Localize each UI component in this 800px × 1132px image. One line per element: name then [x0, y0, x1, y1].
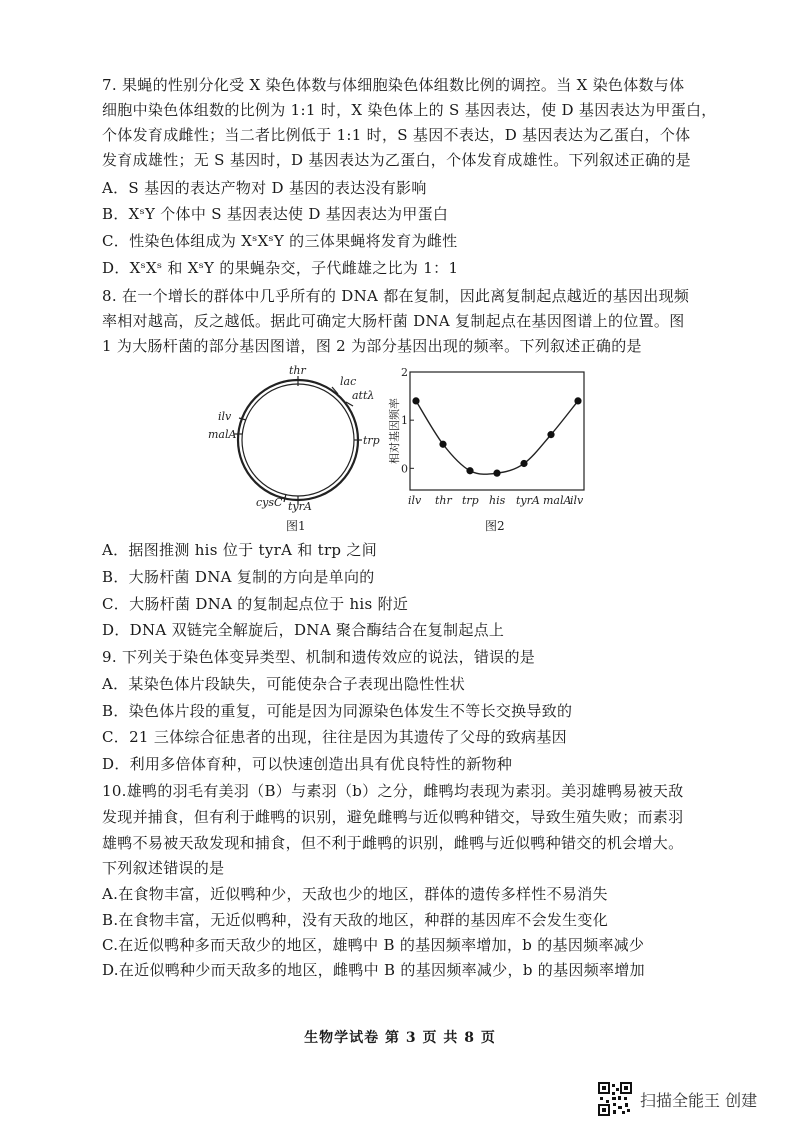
q10-stem-line-4: 下列叙述错误的是 — [102, 859, 225, 877]
gene-label-ilv: ilv — [218, 410, 232, 423]
qr-code-icon — [598, 1082, 632, 1116]
x-tick-label-3: his — [489, 494, 506, 507]
data-point-trp-2 — [466, 467, 473, 474]
q10-option-c: C.在近似鸭种多而天敌少的地区，雄鸭中 B 的基因频率增加，b 的基因频率减少 — [102, 936, 645, 954]
gene-label-trp: trp — [363, 434, 380, 447]
data-point-malA-5 — [547, 431, 554, 438]
q7-option-a: A．S 基因的表达产物对 D 基因的表达没有影响 — [102, 179, 427, 197]
gene-label-lac: lac — [340, 375, 357, 388]
y-tick-label-0: 0 — [401, 462, 408, 476]
q8-stem-line-2: 率相对越高，反之越低。据此可确定大肠杆菌 DNA 复制起点在基因图谱上的位置。图 — [102, 312, 685, 330]
x-tick-label-5: malA — [543, 494, 572, 507]
q7-option-b: B．XˢY 个体中 S 基因表达使 D 基因表达为甲蛋白 — [102, 205, 449, 223]
data-point-thr-1 — [439, 441, 446, 448]
q7-stem-line-3: 个体发育成雌性；当二者比例低于 1:1 时，S 基因不表达，D 基因表达为乙蛋白，个体 — [102, 126, 691, 144]
q9-option-a: A．某染色体片段缺失，可能使杂合子表现出隐性性状 — [102, 675, 466, 693]
x-tick-label-1: thr — [435, 494, 452, 507]
figure-svg — [208, 364, 600, 538]
y-tick-label-2: 2 — [401, 366, 408, 379]
figure1-gene-map — [208, 364, 380, 533]
q7-option-c: C．性染色体组成为 XˢXˢY 的三体果蝇将发育为雌性 — [102, 232, 458, 250]
q9-stem: 9. 下列关于染色体变异类型、机制和遗传效应的说法，错误的是 — [102, 648, 536, 666]
frequency-curve — [416, 401, 578, 474]
q8-option-a: A．据图推测 his 位于 tyrA 和 trp 之间 — [102, 541, 378, 559]
q8-option-c: C．大肠杆菌 DNA 的复制起点位于 his 附近 — [102, 595, 409, 613]
chart-ylabel: 相对基因频率 — [388, 398, 401, 464]
data-point-tyrA-4 — [520, 460, 527, 467]
q10-option-d: D.在近似鸭种少而天敌多的地区，雌鸭中 B 的基因频率减少，b 的基因频率增加 — [102, 961, 645, 979]
chart-title: 图2 — [485, 519, 505, 533]
gene-label-att: attλ — [352, 389, 375, 402]
gene-label-cysC: cysC — [256, 496, 283, 509]
figure2-chart — [387, 366, 584, 533]
q8-stem-line-1: 8. 在一个增长的群体中几乎所有的 DNA 都在复制，因此离复制起点越近的基因出现频 — [102, 287, 690, 305]
gene-label-tyrA: tyrA — [288, 500, 312, 513]
x-tick-label-6: ilv — [570, 494, 584, 507]
scanner-watermark — [598, 1082, 788, 1116]
q8-option-b: B．大肠杆菌 DNA 复制的方向是单向的 — [102, 568, 375, 586]
q10-option-b: B.在食物丰富，无近似鸭种，没有天敌的地区，种群的基因库不会发生变化 — [102, 911, 608, 929]
data-point-his-3 — [493, 470, 500, 477]
x-tick-label-0: ilv — [408, 494, 422, 507]
q7-option-d: D．XˢXˢ 和 XˢY 的果蝇杂交，子代雌雄之比为 1：1 — [102, 259, 459, 277]
q7-stem-line-1: 7. 果蝇的性别分化受 X 染色体数与体细胞染色体组数比例的调控。当 X 染色体数与体 — [102, 76, 685, 94]
scanner-watermark-text: 扫描全能王 创建 — [640, 1090, 758, 1110]
figure1-chromosome-circle — [238, 380, 358, 500]
q10-stem-line-2: 发现并捕食，但有利于雌鸭的识别，避免雌鸭与近似鸭种错交，导致生殖失败；而素羽 — [102, 808, 684, 826]
figure-area — [208, 364, 600, 538]
q7-stem-line-4: 发育成雄性；无 S 基因时，D 基因表达为乙蛋白，个体发育成雄性。下列叙述正确的是 — [102, 151, 691, 169]
page-footer: 生物学试卷 第 3 页 共 8 页 — [304, 1030, 496, 1046]
q10-stem-line-1: 10.雄鸭的羽毛有美羽（B）与素羽（b）之分，雌鸭均表现为素羽。美羽雄鸭易被天敌 — [102, 782, 684, 800]
q7-stem-line-2: 细胞中染色体组数的比例为 1:1 时，X 染色体上的 S 基因表达，使 D 基因表达为甲蛋白， — [102, 101, 717, 119]
y-tick-label-1: 1 — [401, 414, 408, 428]
data-point-ilv-6 — [574, 397, 581, 404]
q8-stem-line-3: 1 为大肠杆菌的部分基因图谱，图 2 为部分基因出现的频率。下列叙述正确的是 — [102, 337, 642, 355]
q9-option-d: D．利用多倍体育种，可以快速创造出具有优良特性的新物种 — [102, 755, 513, 773]
x-tick-label-2: trp — [462, 494, 479, 507]
gene-label-malA: malA — [208, 428, 237, 441]
gene-label-thr: thr — [289, 364, 306, 377]
q10-stem-line-3: 雄鸭不易被天敌发现和捕食，但不利于雌鸭的识别，雌鸭与近似鸭种错交的机会增大。 — [102, 834, 684, 852]
data-point-ilv-0 — [412, 397, 419, 404]
figure1-chromosome-inner — [242, 384, 354, 496]
q8-option-d: D．DNA 双链完全解旋后，DNA 聚合酶结合在复制起点上 — [102, 621, 505, 639]
figure1-caption: 图1 — [286, 519, 306, 533]
x-tick-label-4: tyrA — [516, 494, 540, 507]
q9-option-b: B．染色体片段的重复，可能是因为同源染色体发生不等长交换导致的 — [102, 702, 573, 720]
q10-option-a: A.在食物丰富，近似鸭种少，天敌也少的地区，群体的遗传多样性不易消失 — [102, 885, 608, 903]
q9-option-c: C．21 三体综合征患者的出现，往往是因为其遗传了父母的致病基因 — [102, 728, 567, 746]
